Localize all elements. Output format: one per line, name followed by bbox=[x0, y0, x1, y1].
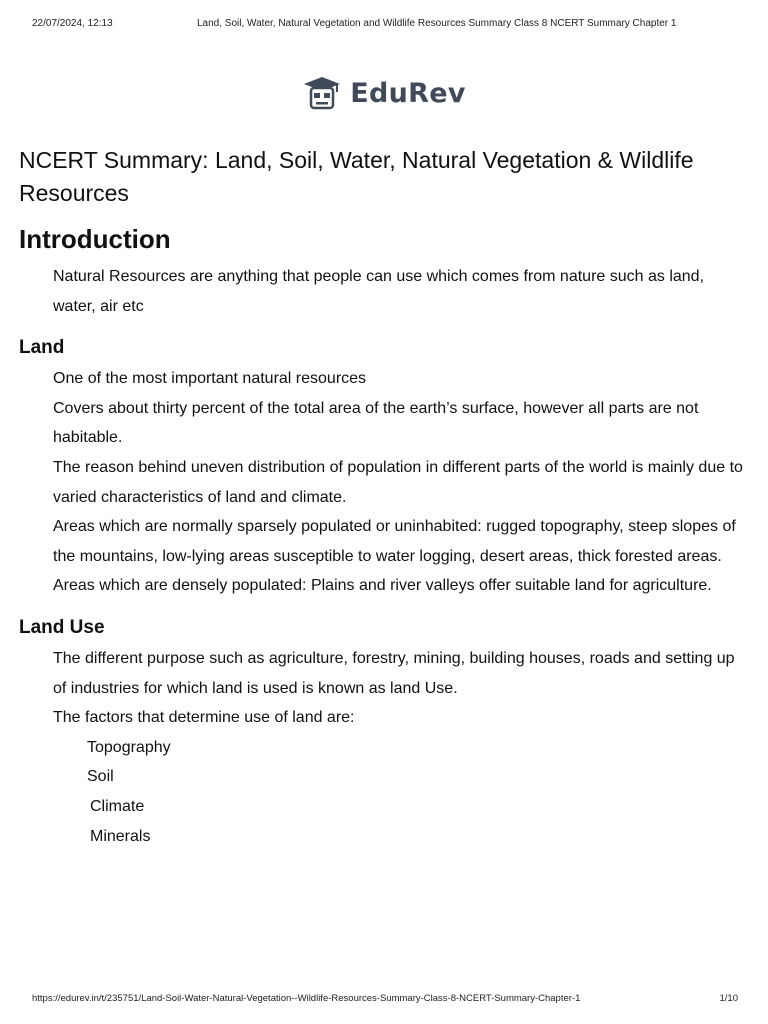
list-item: Covers about thirty percent of the total area of the earth’s surface, however all parts are not habitable. bbox=[53, 399, 699, 447]
factor-item: Soil bbox=[87, 768, 114, 786]
print-date: 22/07/2024, 12:13 bbox=[32, 18, 113, 29]
graduation-cap-robot-icon bbox=[302, 75, 342, 111]
list-item: The factors that determine use of land are: bbox=[53, 709, 355, 727]
land-list bbox=[19, 364, 748, 601]
factor-item: Topography bbox=[87, 738, 171, 756]
page-title: NCERT Summary: Land, Soil, Water, Natural Vegetation & Wildlife Resources bbox=[19, 147, 694, 206]
factor-item: Minerals bbox=[90, 827, 151, 845]
list-item: The reason behind uneven distribution of population in different parts of the world is mainly due to varied characteristics of land and climate. bbox=[53, 458, 743, 506]
land-use-list bbox=[19, 644, 748, 851]
list-item: Areas which are normally sparsely populated or uninhabited: rugged topography, steep slopes of the mountains, low-lying areas susceptible to water logging, desert areas, thick forested areas. bbox=[53, 518, 736, 565]
list-item: Areas which are densely populated: Plains and river valleys offer suitable land for agriculture. bbox=[53, 577, 712, 595]
land-use-heading: Land Use bbox=[19, 616, 105, 638]
page-url: https://edurev.in/t/235751/Land-Soil-Water-Natural-Vegetation--Wildlife-Resources-Summary-Class-8-NCERT-Summary-Chapter-1 bbox=[32, 993, 581, 1004]
print-doc-title: Land, Soil, Water, Natural Vegetation and Wildlife Resources Summary Class 8 NCERT Summary Chapter 1 bbox=[197, 18, 677, 29]
factor-item: Climate bbox=[90, 797, 145, 815]
land-heading: Land bbox=[19, 337, 65, 359]
page-number: 1/10 bbox=[719, 993, 738, 1004]
introduction-heading: Introduction bbox=[19, 224, 171, 254]
list-item: One of the most important natural resources bbox=[53, 370, 367, 388]
introduction-text: Natural Resources are anything that people can use which comes from nature such as land, water, air etc bbox=[53, 268, 705, 315]
list-item: The different purpose such as agriculture, forestry, mining, building houses, roads and setting up of industries for which land is used is known as land Use. bbox=[53, 649, 735, 697]
logo-text: EduRev bbox=[350, 77, 466, 109]
document-content bbox=[19, 144, 748, 851]
edurev-logo[interactable] bbox=[0, 75, 768, 111]
